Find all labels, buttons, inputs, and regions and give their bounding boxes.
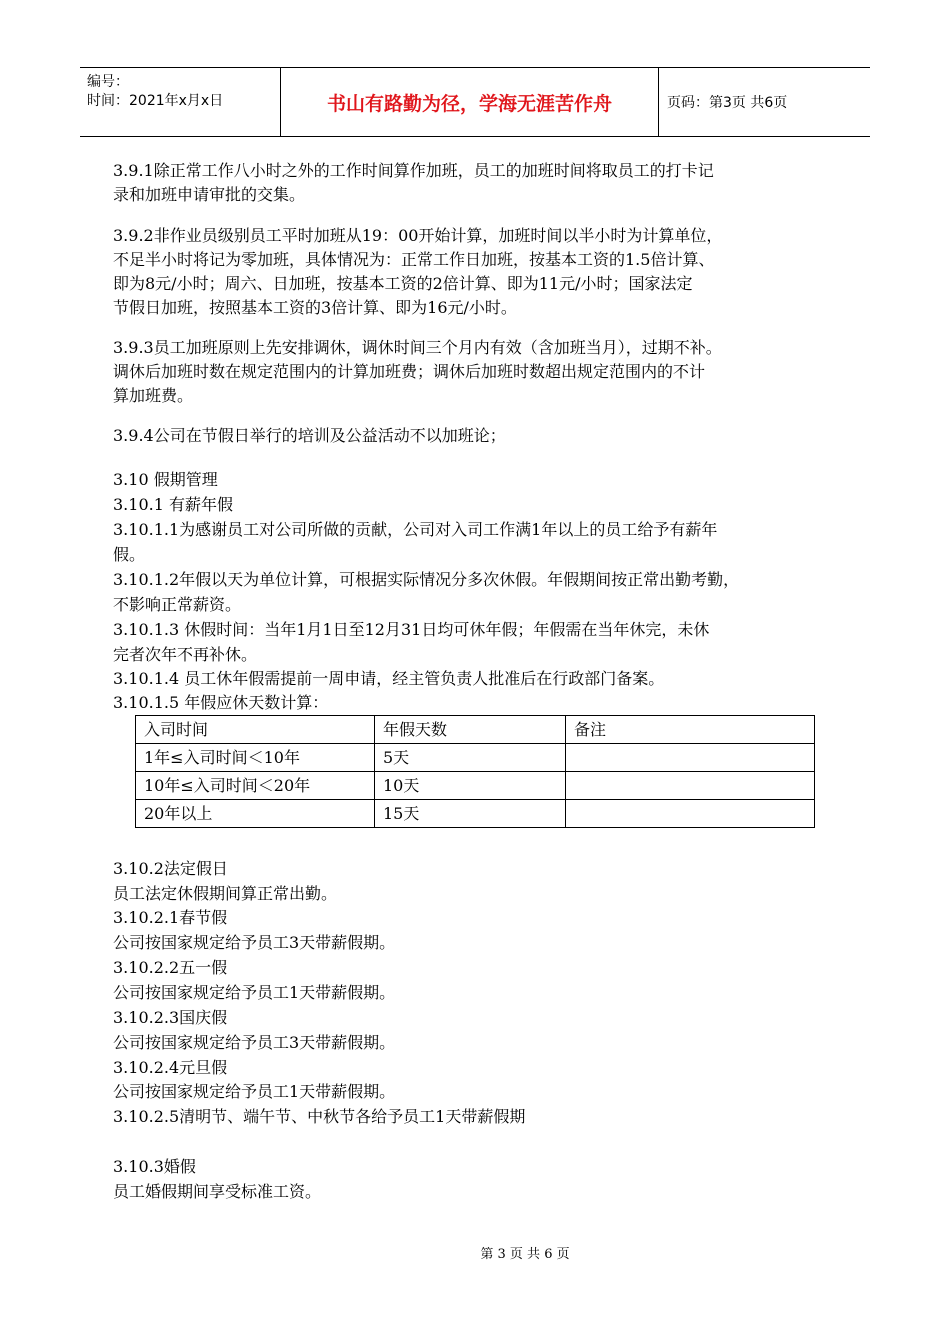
table-row xyxy=(136,744,815,772)
table-cell xyxy=(566,800,815,828)
paragraph-3-10-1-5: 3.10.1.5 年假应休天数计算： xyxy=(113,693,329,712)
table-header-cell: 入司时间 xyxy=(136,716,375,744)
section-heading-3-10-2: 3.10.2法定假日 xyxy=(113,859,228,878)
table-cell: 10天 xyxy=(375,772,566,800)
paragraph-3-10-2-4: 公司按国家规定给予员工1天带薪假期。 xyxy=(113,1082,396,1101)
paragraph-3-9-2-line-3: 即为8元/小时；周六、日加班，按基本工资的2倍计算、即为11元/小时；国家法定 xyxy=(113,274,693,293)
paragraph-3-10-2-1: 公司按国家规定给予员工3天带薪假期。 xyxy=(113,933,396,952)
paragraph-3-10-1-2-line-1: 3.10.1.2年假以天为单位计算，可根据实际情况分多次休假。年假期间按正常出勤考勤， xyxy=(113,570,740,589)
page-header xyxy=(80,67,870,137)
table-cell: 1年≤入司时间＜10年 xyxy=(136,744,375,772)
section-heading-3-10-1: 3.10.1 有薪年假 xyxy=(113,495,233,514)
paragraph-3-9-2-line-2: 不足半小时将记为零加班，具体情况为：正常工作日加班，按基本工资的1.5倍计算、 xyxy=(113,250,715,269)
paragraph-3-10-2-2: 公司按国家规定给予员工1天带薪假期。 xyxy=(113,983,396,1002)
paragraph-3-10-2-5: 3.10.2.5清明节、端午节、中秋节各给予员工1天带薪假期 xyxy=(113,1107,526,1126)
paragraph-3-9-3-line-3: 算加班费。 xyxy=(113,386,194,405)
paragraph-3-9-2-line-4: 节假日加班，按照基本工资的3倍计算、即为16元/小时。 xyxy=(113,298,517,317)
table-row xyxy=(136,800,815,828)
table-cell: 20年以上 xyxy=(136,800,375,828)
table-cell: 15天 xyxy=(375,800,566,828)
section-heading-3-10-2-2: 3.10.2.2五一假 xyxy=(113,958,228,977)
paragraph-3-10-1-2-line-2: 不影响正常薪资。 xyxy=(113,595,242,614)
paragraph-3-10-3: 员工婚假期间享受标准工资。 xyxy=(113,1182,322,1201)
paragraph-3-9-4: 3.9.4公司在节假日举行的培训及公益活动不以加班论； xyxy=(113,426,506,445)
table-cell xyxy=(566,744,815,772)
document-time-label: 时间：2021年x月x日 xyxy=(87,93,224,109)
paragraph-3-9-1-line-1: 3.9.1除正常工作八小时之外的工作时间算作加班，员工的加班时间将取员工的打卡记 xyxy=(113,161,714,180)
paragraph-3-9-3-line-2: 调休后加班时数在规定范围内的计算加班费；调休后加班时数超出规定范围内的不计 xyxy=(113,362,706,381)
paragraph-3-9-1-line-2: 录和加班申请审批的交集。 xyxy=(113,185,306,204)
table-header-cell: 年假天数 xyxy=(375,716,566,744)
paragraph-3-9-3-line-1: 3.9.3员工加班原则上先安排调休，调休时间三个月内有效（含加班当月），过期不补。 xyxy=(113,338,722,357)
table-row xyxy=(136,772,815,800)
paragraph-3-10-1-4: 3.10.1.4 员工休年假需提前一周申请，经主管负责人批准后在行政部门备案。 xyxy=(113,669,665,688)
header-meta-cell xyxy=(80,68,281,136)
paragraph-3-10-1-1-line-2: 假。 xyxy=(113,545,146,564)
section-heading-3-10-3: 3.10.3婚假 xyxy=(113,1157,196,1176)
annual-leave-table xyxy=(135,715,815,828)
paragraph-3-10-2: 员工法定休假期间算正常出勤。 xyxy=(113,884,338,903)
section-heading-3-10-2-4: 3.10.2.4元旦假 xyxy=(113,1058,228,1077)
paragraph-3-10-1-3-line-2: 完者次年不再补休。 xyxy=(113,645,258,664)
header-motto: 书山有路勤为径，学海无涯苦作舟 xyxy=(326,93,612,115)
table-cell: 10年≤入司时间＜20年 xyxy=(136,772,375,800)
paragraph-3-10-1-1-line-1: 3.10.1.1为感谢员工对公司所做的贡献，公司对入司工作满1年以上的员工给予有薪年 xyxy=(113,520,718,539)
header-page-number: 页码：第3页 共6页 xyxy=(667,95,788,111)
section-heading-3-10-2-3: 3.10.2.3国庆假 xyxy=(113,1008,228,1027)
table-header-row xyxy=(136,716,815,744)
paragraph-3-9-2-line-1: 3.9.2非作业员级别员工平时加班从19：00开始计算，加班时间以半小时为计算单位， xyxy=(113,226,723,245)
paragraph-3-10-1-3-line-1: 3.10.1.3 休假时间：当年1月1日至12月31日均可休年假；年假需在当年休完，未休 xyxy=(113,620,710,639)
table-header-cell: 备注 xyxy=(566,716,815,744)
table-cell xyxy=(566,772,815,800)
table-cell: 5天 xyxy=(375,744,566,772)
header-motto-cell xyxy=(281,68,659,136)
paragraph-3-10-2-3: 公司按国家规定给予员工3天带薪假期。 xyxy=(113,1033,396,1052)
page-footer: 第 3 页 共 6 页 xyxy=(480,1247,570,1262)
header-page-cell xyxy=(659,68,870,136)
section-heading-3-10: 3.10 假期管理 xyxy=(113,470,218,489)
section-heading-3-10-2-1: 3.10.2.1春节假 xyxy=(113,908,228,927)
document-number-label: 编号： xyxy=(87,74,129,90)
